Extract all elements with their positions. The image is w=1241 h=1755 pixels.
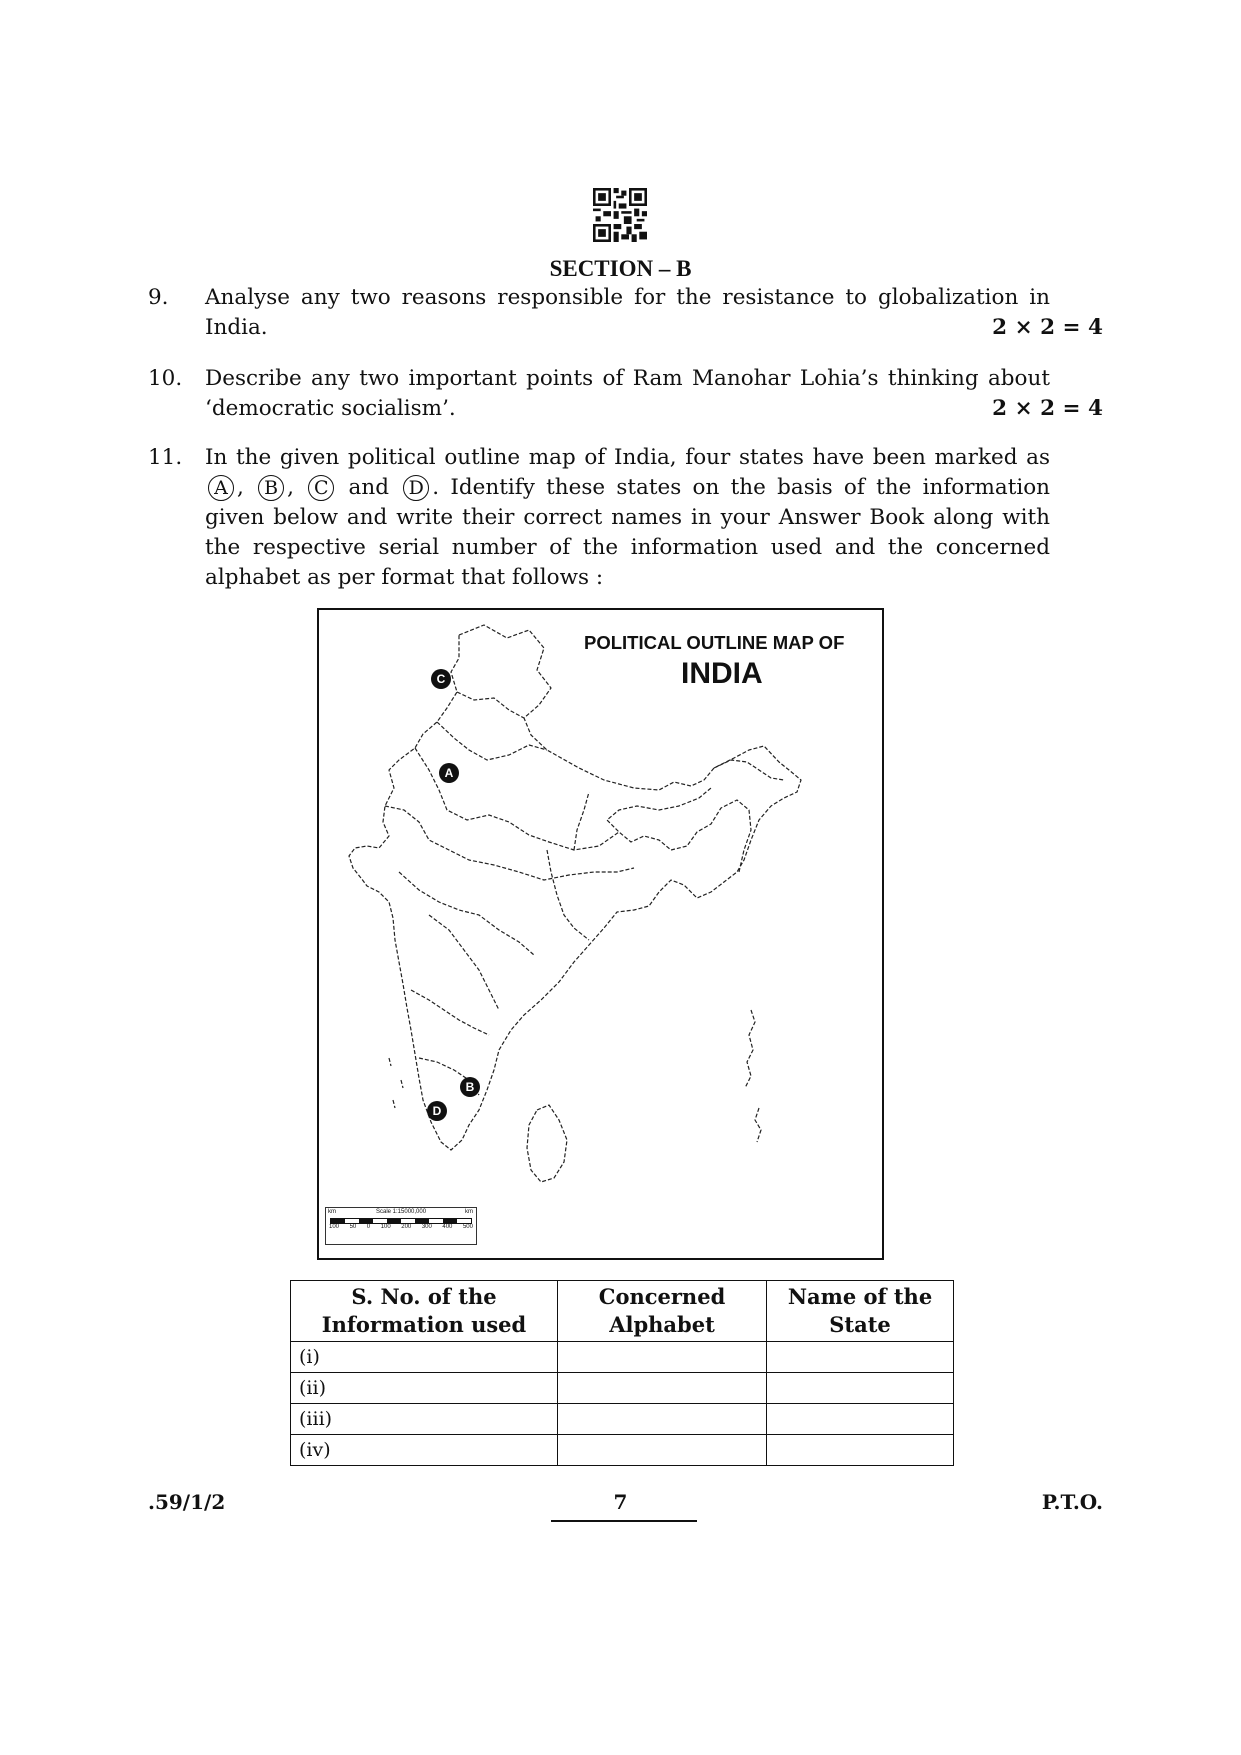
- map-title-line2: INDIA: [681, 657, 763, 690]
- qr-code-icon: [593, 188, 647, 242]
- question-text: Analyse any two reasons responsible for the resistance to globalization in India.: [205, 285, 1050, 340]
- state-borders: [385, 692, 634, 1095]
- table-header: Name of the State: [767, 1281, 954, 1342]
- table-row: [291, 1435, 954, 1466]
- scale-unit-right: km: [465, 1209, 473, 1215]
- map-marker-a: A: [439, 763, 459, 783]
- sri-lanka-outline: [527, 1105, 567, 1182]
- question-9: [148, 283, 1103, 343]
- scale-tick: 300: [421, 1224, 432, 1230]
- circled-letter: D: [403, 475, 429, 501]
- map-marker-b: B: [460, 1077, 480, 1097]
- table-cell: (iv): [291, 1435, 558, 1466]
- map-title-line1: POLITICAL OUTLINE MAP OF: [584, 632, 845, 653]
- table-cell: [767, 1373, 954, 1404]
- answer-format-table: [290, 1280, 954, 1466]
- circled-letter: B: [258, 475, 284, 501]
- table-cell: [558, 1404, 767, 1435]
- scale-tick: 50: [349, 1224, 357, 1230]
- table-row: [291, 1342, 954, 1373]
- section-title: SECTION – B: [549, 256, 692, 281]
- question-number: 11.: [148, 445, 183, 470]
- scale-tick: 400: [442, 1224, 453, 1230]
- circled-letter: C: [308, 475, 334, 501]
- map-scale-bar: [325, 1207, 477, 1245]
- table-cell: [558, 1373, 767, 1404]
- india-mainland-outline: [349, 625, 801, 1150]
- table-cell: [767, 1435, 954, 1466]
- scale-unit-left: km: [328, 1209, 336, 1215]
- table-row: [291, 1373, 954, 1404]
- scale-tick: 100: [380, 1224, 391, 1230]
- northeast-outline: [607, 760, 784, 872]
- question-number: 10.: [148, 366, 183, 391]
- question-marks: 2 × 2 = 4: [992, 315, 1103, 340]
- question-text-part: In the given political outline map of India, four states have been marked as: [205, 445, 1050, 470]
- question-text-part: . Identify these states on the basis of the information given below and write their correct names in your Answer Book along with the respective serial number of the information used and the concerned alphabet as per format that follows :: [205, 475, 1051, 590]
- table-cell: [767, 1404, 954, 1435]
- page-number: 7: [613, 1490, 628, 1514]
- question-text: Describe any two important points of Ram Manohar Lohia’s thinking about ‘democratic socialism’.: [205, 366, 1050, 421]
- table-cell: [558, 1342, 767, 1373]
- table-row: [291, 1404, 954, 1435]
- table-header-row: [291, 1281, 954, 1342]
- scale-tick: 200: [401, 1224, 412, 1230]
- paper-code: .59/1/2: [148, 1490, 226, 1514]
- scale-tick: 0: [366, 1224, 371, 1230]
- table-header: S. No. of the Information used: [291, 1281, 558, 1342]
- page-number-underline: [551, 1520, 697, 1522]
- table-cell: (iii): [291, 1404, 558, 1435]
- question-text: In the given political outline map of India, four states have been marked as A , B , C and D . Identify these states on the basis of the information given below and write their correct names in your Answer Book along with the respective serial number of the information used and the concerned alphabet as per format that follows :: [205, 445, 1051, 590]
- india-political-map: [317, 608, 884, 1260]
- india-outline-map: [319, 610, 882, 1258]
- table-header: Concerned Alphabet: [558, 1281, 767, 1342]
- scale-label: Scale 1:15000,000: [376, 1209, 427, 1215]
- andaman-nicobar-islands: [745, 1010, 761, 1142]
- pto-label: P.T.O.: [1041, 1490, 1103, 1514]
- table-cell: (i): [291, 1342, 558, 1373]
- table-cell: [767, 1342, 954, 1373]
- scale-ticks: [329, 1224, 473, 1230]
- scale-tick: 100: [329, 1224, 340, 1230]
- question-number: 9.: [148, 285, 169, 310]
- map-marker-c: C: [431, 669, 451, 689]
- lakshadweep-islands: [389, 1058, 403, 1108]
- map-marker-d: D: [427, 1101, 447, 1121]
- circled-letter: A: [208, 475, 234, 501]
- and-word: and: [348, 475, 389, 500]
- question-10: [148, 364, 1103, 424]
- question-11: [148, 443, 1103, 593]
- table-cell: [558, 1435, 767, 1466]
- table-cell: (ii): [291, 1373, 558, 1404]
- scale-tick: 500: [462, 1224, 473, 1230]
- question-marks: 2 × 2 = 4: [992, 396, 1103, 421]
